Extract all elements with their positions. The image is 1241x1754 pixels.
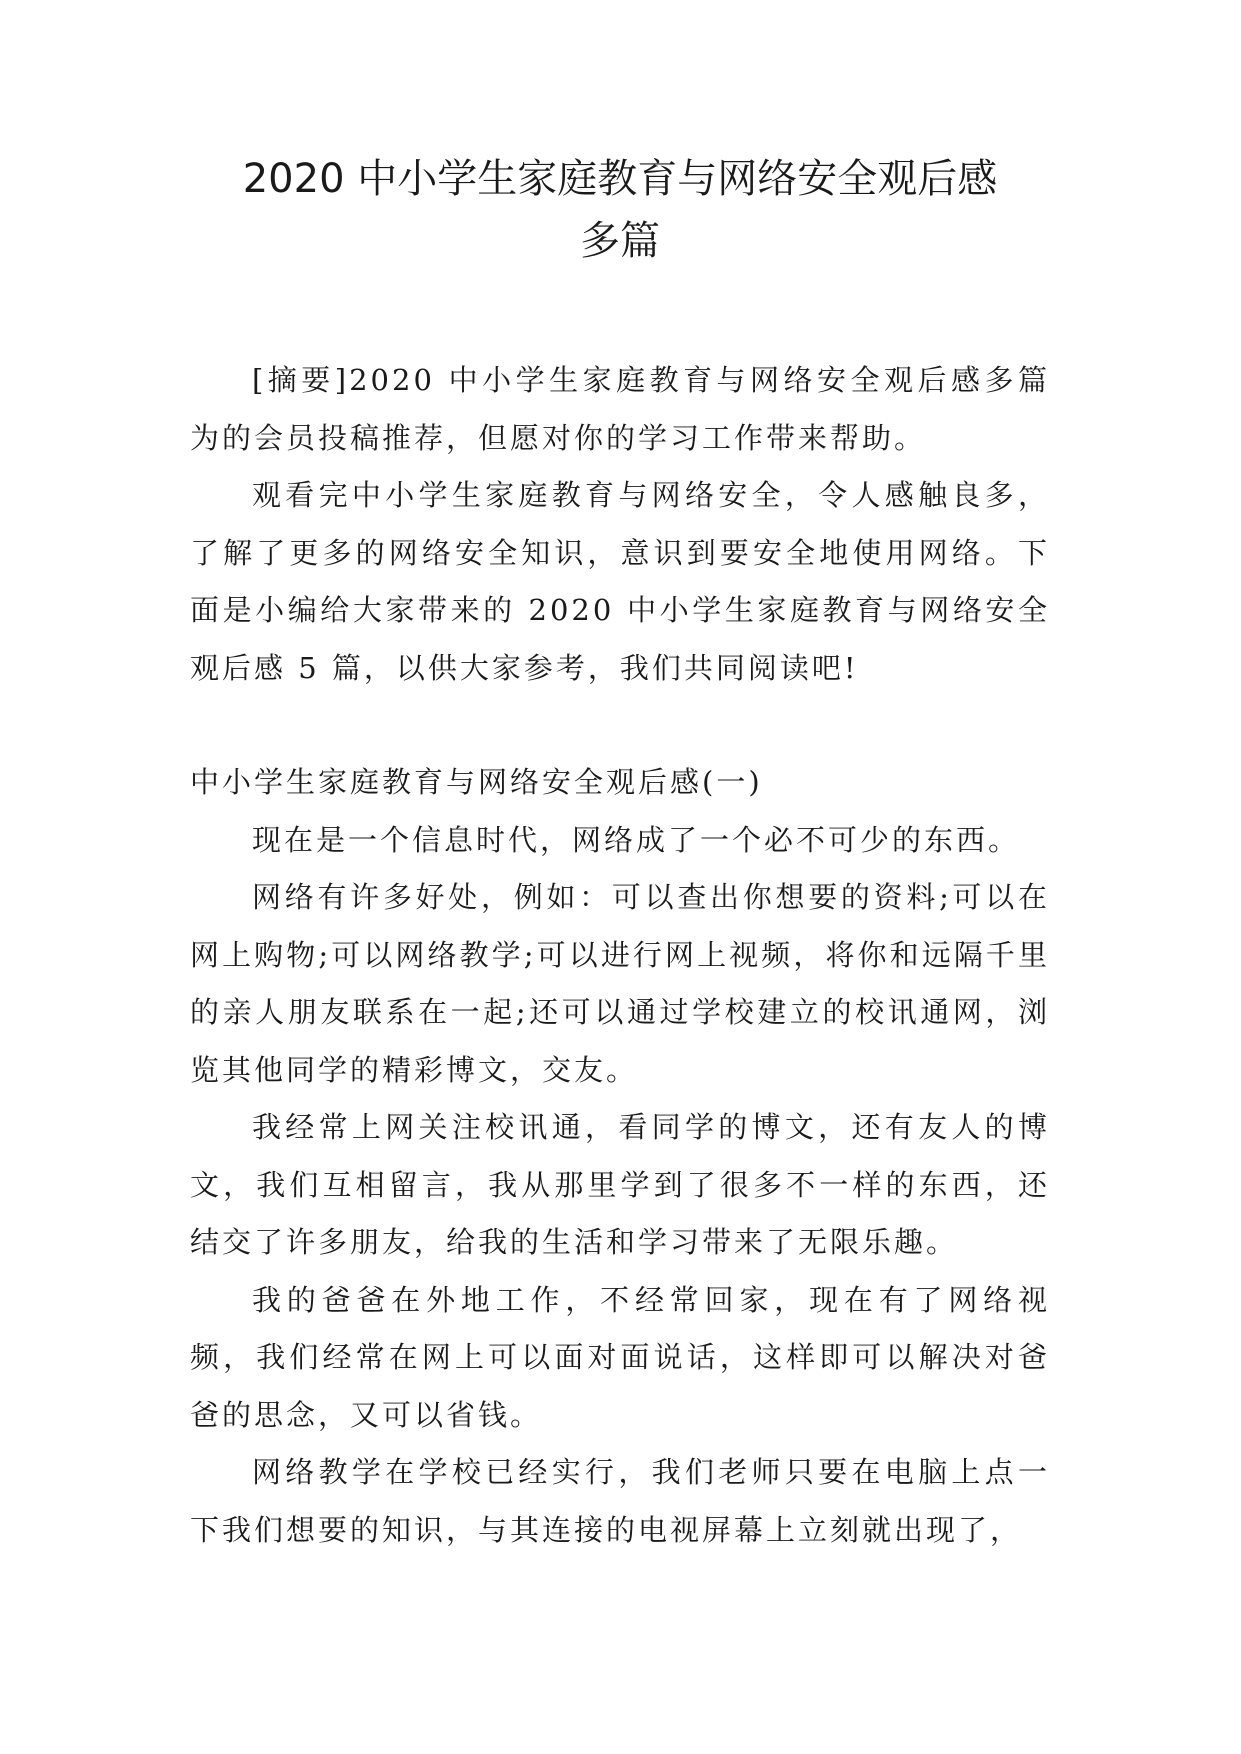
body-paragraph: 网络教学在学校已经实行，我们老师只要在电脑上点一下我们想要的知识，与其连接的电视屏幕上立刻就出现了，: [190, 1455, 1050, 1547]
document-body: [190, 352, 1050, 1559]
section-heading: 中小学生家庭教育与网络安全观后感(一): [190, 765, 763, 799]
body-paragraph: 网络有许多好处，例如：可以查出你想要的资料;可以在网上购物;可以网络教学;可以进行网上视频，将你和远隔千里的亲人朋友联系在一起;还可以通过学校建立的校讯通网，浏览其他同学的精彩博文，交友。: [190, 880, 1050, 1087]
title-line-1: 2020 中小学生家庭教育与网络安全观后感: [242, 156, 998, 202]
body-paragraph: 我的爸爸在外地工作，不经常回家，现在有了网络视频，我们经常在网上可以面对面说话，这样即可以解决对爸爸的思念，又可以省钱。: [190, 1282, 1050, 1432]
document-title: [190, 148, 1050, 272]
title-line-2: 多篇: [580, 218, 660, 264]
body-paragraph: 现在是一个信息时代，网络成了一个必不可少的东西。: [252, 822, 1021, 857]
intro-paragraph: 观看完中小学生家庭教育与网络安全，令人感触良多，了解了更多的网络安全知识，意识到要安全地使用网络。下面是小编给大家带来的 2020 中小学生家庭教育与网络安全观后感 5 篇，以供大家参考，我们共同阅读吧!: [190, 478, 1050, 685]
abstract-paragraph: [摘要]2020 中小学生家庭教育与网络安全观后感多篇为的会员投稿推荐，但愿对你的学习工作带来帮助。: [190, 363, 1050, 455]
body-paragraph: 我经常上网关注校讯通，看同学的博文，还有友人的博文，我们互相留言，我从那里学到了很多不一样的东西，还结交了许多朋友，给我的生活和学习带来了无限乐趣。: [190, 1110, 1050, 1259]
